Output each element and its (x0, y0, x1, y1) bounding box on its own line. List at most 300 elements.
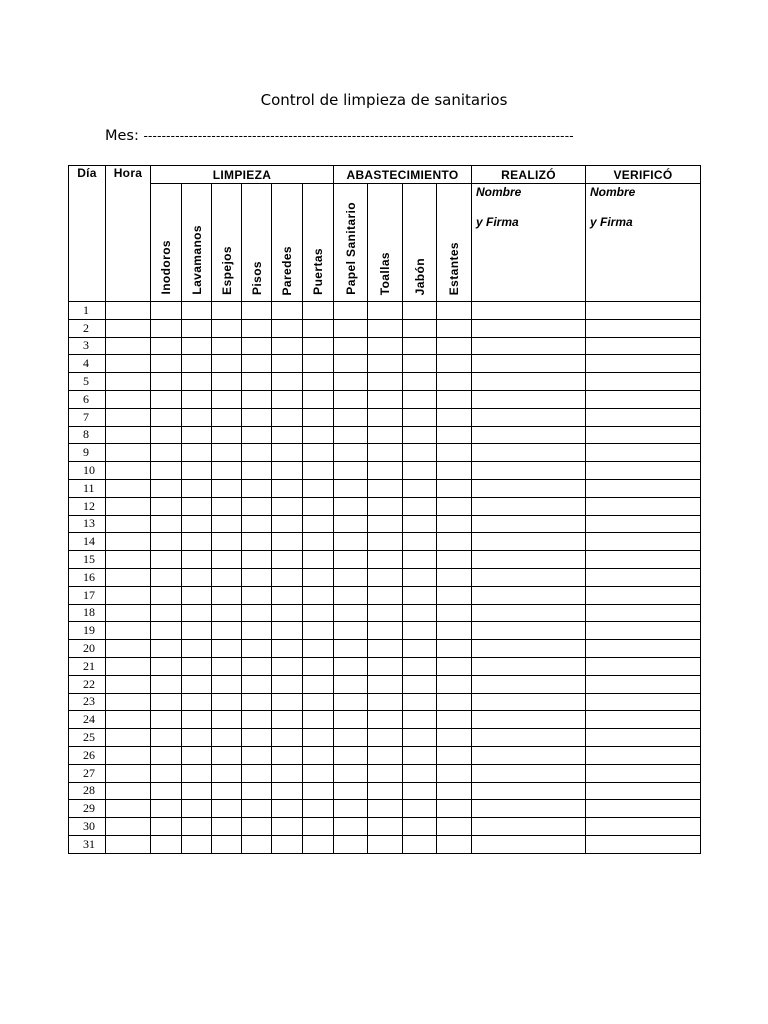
papel-sanitario-cell[interactable] (334, 800, 368, 818)
pisos-cell[interactable] (242, 497, 272, 515)
toallas-cell[interactable] (368, 426, 403, 444)
toallas-cell[interactable] (368, 711, 403, 729)
estantes-cell[interactable] (437, 818, 472, 836)
jabon-cell[interactable] (403, 604, 437, 622)
lavamanos-cell[interactable] (182, 782, 212, 800)
espejos-cell[interactable] (212, 800, 242, 818)
hora-cell[interactable] (106, 497, 151, 515)
inodoros-cell[interactable] (151, 444, 182, 462)
estantes-cell[interactable] (437, 551, 472, 569)
realizo-cell[interactable] (472, 515, 586, 533)
papel-sanitario-cell[interactable] (334, 355, 368, 373)
jabon-cell[interactable] (403, 675, 437, 693)
hora-cell[interactable] (106, 657, 151, 675)
espejos-cell[interactable] (212, 479, 242, 497)
paredes-cell[interactable] (272, 444, 303, 462)
puertas-cell[interactable] (303, 657, 334, 675)
estantes-cell[interactable] (437, 533, 472, 551)
espejos-cell[interactable] (212, 426, 242, 444)
puertas-cell[interactable] (303, 604, 334, 622)
month-field[interactable] (105, 128, 574, 144)
papel-sanitario-cell[interactable] (334, 551, 368, 569)
hora-cell[interactable] (106, 551, 151, 569)
inodoros-cell[interactable] (151, 746, 182, 764)
pisos-cell[interactable] (242, 711, 272, 729)
pisos-cell[interactable] (242, 337, 272, 355)
espejos-cell[interactable] (212, 711, 242, 729)
toallas-cell[interactable] (368, 551, 403, 569)
inodoros-cell[interactable] (151, 462, 182, 480)
inodoros-cell[interactable] (151, 568, 182, 586)
paredes-cell[interactable] (272, 426, 303, 444)
papel-sanitario-cell[interactable] (334, 604, 368, 622)
paredes-cell[interactable] (272, 800, 303, 818)
espejos-cell[interactable] (212, 462, 242, 480)
hora-cell[interactable] (106, 408, 151, 426)
jabon-cell[interactable] (403, 337, 437, 355)
inodoros-cell[interactable] (151, 835, 182, 853)
espejos-cell[interactable] (212, 497, 242, 515)
pisos-cell[interactable] (242, 586, 272, 604)
verifico-cell[interactable] (586, 533, 701, 551)
verifico-cell[interactable] (586, 444, 701, 462)
hora-cell[interactable] (106, 479, 151, 497)
realizo-cell[interactable] (472, 675, 586, 693)
papel-sanitario-cell[interactable] (334, 497, 368, 515)
toallas-cell[interactable] (368, 693, 403, 711)
estantes-cell[interactable] (437, 675, 472, 693)
espejos-cell[interactable] (212, 337, 242, 355)
espejos-cell[interactable] (212, 782, 242, 800)
pisos-cell[interactable] (242, 622, 272, 640)
estantes-cell[interactable] (437, 657, 472, 675)
pisos-cell[interactable] (242, 604, 272, 622)
lavamanos-cell[interactable] (182, 479, 212, 497)
toallas-cell[interactable] (368, 533, 403, 551)
paredes-cell[interactable] (272, 586, 303, 604)
paredes-cell[interactable] (272, 640, 303, 658)
papel-sanitario-cell[interactable] (334, 533, 368, 551)
paredes-cell[interactable] (272, 835, 303, 853)
puertas-cell[interactable] (303, 835, 334, 853)
inodoros-cell[interactable] (151, 640, 182, 658)
verifico-cell[interactable] (586, 426, 701, 444)
pisos-cell[interactable] (242, 568, 272, 586)
hora-cell[interactable] (106, 729, 151, 747)
pisos-cell[interactable] (242, 515, 272, 533)
puertas-cell[interactable] (303, 533, 334, 551)
jabon-cell[interactable] (403, 515, 437, 533)
hora-cell[interactable] (106, 818, 151, 836)
toallas-cell[interactable] (368, 622, 403, 640)
paredes-cell[interactable] (272, 302, 303, 320)
espejos-cell[interactable] (212, 533, 242, 551)
realizo-cell[interactable] (472, 657, 586, 675)
lavamanos-cell[interactable] (182, 640, 212, 658)
realizo-cell[interactable] (472, 408, 586, 426)
estantes-cell[interactable] (437, 479, 472, 497)
realizo-cell[interactable] (472, 479, 586, 497)
verifico-cell[interactable] (586, 302, 701, 320)
lavamanos-cell[interactable] (182, 462, 212, 480)
paredes-cell[interactable] (272, 355, 303, 373)
puertas-cell[interactable] (303, 782, 334, 800)
pisos-cell[interactable] (242, 444, 272, 462)
realizo-cell[interactable] (472, 533, 586, 551)
verifico-cell[interactable] (586, 604, 701, 622)
toallas-cell[interactable] (368, 604, 403, 622)
papel-sanitario-cell[interactable] (334, 319, 368, 337)
realizo-cell[interactable] (472, 693, 586, 711)
lavamanos-cell[interactable] (182, 764, 212, 782)
espejos-cell[interactable] (212, 657, 242, 675)
espejos-cell[interactable] (212, 444, 242, 462)
espejos-cell[interactable] (212, 515, 242, 533)
paredes-cell[interactable] (272, 746, 303, 764)
toallas-cell[interactable] (368, 479, 403, 497)
inodoros-cell[interactable] (151, 818, 182, 836)
lavamanos-cell[interactable] (182, 657, 212, 675)
puertas-cell[interactable] (303, 426, 334, 444)
lavamanos-cell[interactable] (182, 319, 212, 337)
puertas-cell[interactable] (303, 622, 334, 640)
estantes-cell[interactable] (437, 782, 472, 800)
toallas-cell[interactable] (368, 746, 403, 764)
papel-sanitario-cell[interactable] (334, 337, 368, 355)
verifico-cell[interactable] (586, 497, 701, 515)
espejos-cell[interactable] (212, 764, 242, 782)
estantes-cell[interactable] (437, 408, 472, 426)
jabon-cell[interactable] (403, 711, 437, 729)
verifico-cell[interactable] (586, 746, 701, 764)
jabon-cell[interactable] (403, 533, 437, 551)
espejos-cell[interactable] (212, 640, 242, 658)
espejos-cell[interactable] (212, 355, 242, 373)
lavamanos-cell[interactable] (182, 746, 212, 764)
papel-sanitario-cell[interactable] (334, 835, 368, 853)
hora-cell[interactable] (106, 568, 151, 586)
realizo-cell[interactable] (472, 640, 586, 658)
pisos-cell[interactable] (242, 782, 272, 800)
verifico-cell[interactable] (586, 462, 701, 480)
toallas-cell[interactable] (368, 497, 403, 515)
jabon-cell[interactable] (403, 568, 437, 586)
puertas-cell[interactable] (303, 551, 334, 569)
jabon-cell[interactable] (403, 746, 437, 764)
papel-sanitario-cell[interactable] (334, 764, 368, 782)
verifico-cell[interactable] (586, 657, 701, 675)
jabon-cell[interactable] (403, 800, 437, 818)
verifico-cell[interactable] (586, 711, 701, 729)
espejos-cell[interactable] (212, 835, 242, 853)
hora-cell[interactable] (106, 622, 151, 640)
lavamanos-cell[interactable] (182, 533, 212, 551)
paredes-cell[interactable] (272, 622, 303, 640)
lavamanos-cell[interactable] (182, 622, 212, 640)
papel-sanitario-cell[interactable] (334, 746, 368, 764)
puertas-cell[interactable] (303, 711, 334, 729)
pisos-cell[interactable] (242, 390, 272, 408)
estantes-cell[interactable] (437, 426, 472, 444)
puertas-cell[interactable] (303, 818, 334, 836)
inodoros-cell[interactable] (151, 782, 182, 800)
lavamanos-cell[interactable] (182, 729, 212, 747)
toallas-cell[interactable] (368, 462, 403, 480)
papel-sanitario-cell[interactable] (334, 729, 368, 747)
toallas-cell[interactable] (368, 568, 403, 586)
realizo-cell[interactable] (472, 319, 586, 337)
inodoros-cell[interactable] (151, 319, 182, 337)
lavamanos-cell[interactable] (182, 693, 212, 711)
hora-cell[interactable] (106, 319, 151, 337)
realizo-cell[interactable] (472, 746, 586, 764)
hora-cell[interactable] (106, 693, 151, 711)
toallas-cell[interactable] (368, 337, 403, 355)
jabon-cell[interactable] (403, 640, 437, 658)
verifico-cell[interactable] (586, 800, 701, 818)
papel-sanitario-cell[interactable] (334, 818, 368, 836)
papel-sanitario-cell[interactable] (334, 657, 368, 675)
estantes-cell[interactable] (437, 462, 472, 480)
jabon-cell[interactable] (403, 693, 437, 711)
hora-cell[interactable] (106, 533, 151, 551)
pisos-cell[interactable] (242, 408, 272, 426)
espejos-cell[interactable] (212, 693, 242, 711)
lavamanos-cell[interactable] (182, 604, 212, 622)
pisos-cell[interactable] (242, 533, 272, 551)
pisos-cell[interactable] (242, 800, 272, 818)
paredes-cell[interactable] (272, 657, 303, 675)
jabon-cell[interactable] (403, 818, 437, 836)
hora-cell[interactable] (106, 711, 151, 729)
toallas-cell[interactable] (368, 782, 403, 800)
papel-sanitario-cell[interactable] (334, 693, 368, 711)
inodoros-cell[interactable] (151, 390, 182, 408)
verifico-cell[interactable] (586, 729, 701, 747)
verifico-cell[interactable] (586, 640, 701, 658)
lavamanos-cell[interactable] (182, 818, 212, 836)
toallas-cell[interactable] (368, 818, 403, 836)
realizo-cell[interactable] (472, 586, 586, 604)
puertas-cell[interactable] (303, 462, 334, 480)
inodoros-cell[interactable] (151, 479, 182, 497)
papel-sanitario-cell[interactable] (334, 711, 368, 729)
paredes-cell[interactable] (272, 337, 303, 355)
hora-cell[interactable] (106, 337, 151, 355)
papel-sanitario-cell[interactable] (334, 640, 368, 658)
realizo-cell[interactable] (472, 711, 586, 729)
espejos-cell[interactable] (212, 568, 242, 586)
pisos-cell[interactable] (242, 319, 272, 337)
verifico-cell[interactable] (586, 390, 701, 408)
verifico-cell[interactable] (586, 515, 701, 533)
espejos-cell[interactable] (212, 319, 242, 337)
toallas-cell[interactable] (368, 640, 403, 658)
estantes-cell[interactable] (437, 568, 472, 586)
inodoros-cell[interactable] (151, 764, 182, 782)
paredes-cell[interactable] (272, 711, 303, 729)
lavamanos-cell[interactable] (182, 835, 212, 853)
paredes-cell[interactable] (272, 551, 303, 569)
jabon-cell[interactable] (403, 462, 437, 480)
papel-sanitario-cell[interactable] (334, 302, 368, 320)
puertas-cell[interactable] (303, 390, 334, 408)
hora-cell[interactable] (106, 800, 151, 818)
realizo-cell[interactable] (472, 764, 586, 782)
estantes-cell[interactable] (437, 800, 472, 818)
espejos-cell[interactable] (212, 390, 242, 408)
inodoros-cell[interactable] (151, 711, 182, 729)
hora-cell[interactable] (106, 355, 151, 373)
hora-cell[interactable] (106, 462, 151, 480)
papel-sanitario-cell[interactable] (334, 390, 368, 408)
jabon-cell[interactable] (403, 622, 437, 640)
puertas-cell[interactable] (303, 408, 334, 426)
verifico-cell[interactable] (586, 818, 701, 836)
papel-sanitario-cell[interactable] (334, 782, 368, 800)
pisos-cell[interactable] (242, 479, 272, 497)
pisos-cell[interactable] (242, 746, 272, 764)
jabon-cell[interactable] (403, 390, 437, 408)
verifico-cell[interactable] (586, 373, 701, 391)
estantes-cell[interactable] (437, 302, 472, 320)
estantes-cell[interactable] (437, 729, 472, 747)
inodoros-cell[interactable] (151, 586, 182, 604)
lavamanos-cell[interactable] (182, 390, 212, 408)
papel-sanitario-cell[interactable] (334, 622, 368, 640)
hora-cell[interactable] (106, 390, 151, 408)
papel-sanitario-cell[interactable] (334, 586, 368, 604)
inodoros-cell[interactable] (151, 657, 182, 675)
hora-cell[interactable] (106, 835, 151, 853)
paredes-cell[interactable] (272, 497, 303, 515)
puertas-cell[interactable] (303, 337, 334, 355)
puertas-cell[interactable] (303, 355, 334, 373)
estantes-cell[interactable] (437, 390, 472, 408)
espejos-cell[interactable] (212, 818, 242, 836)
estantes-cell[interactable] (437, 586, 472, 604)
inodoros-cell[interactable] (151, 373, 182, 391)
toallas-cell[interactable] (368, 800, 403, 818)
verifico-cell[interactable] (586, 693, 701, 711)
hora-cell[interactable] (106, 782, 151, 800)
hora-cell[interactable] (106, 675, 151, 693)
inodoros-cell[interactable] (151, 337, 182, 355)
hora-cell[interactable] (106, 426, 151, 444)
pisos-cell[interactable] (242, 835, 272, 853)
jabon-cell[interactable] (403, 444, 437, 462)
verifico-cell[interactable] (586, 319, 701, 337)
verifico-cell[interactable] (586, 586, 701, 604)
verifico-cell[interactable] (586, 568, 701, 586)
realizo-cell[interactable] (472, 551, 586, 569)
puertas-cell[interactable] (303, 586, 334, 604)
espejos-cell[interactable] (212, 746, 242, 764)
espejos-cell[interactable] (212, 729, 242, 747)
puertas-cell[interactable] (303, 302, 334, 320)
toallas-cell[interactable] (368, 586, 403, 604)
jabon-cell[interactable] (403, 551, 437, 569)
jabon-cell[interactable] (403, 355, 437, 373)
papel-sanitario-cell[interactable] (334, 568, 368, 586)
estantes-cell[interactable] (437, 515, 472, 533)
realizo-cell[interactable] (472, 604, 586, 622)
verifico-cell[interactable] (586, 408, 701, 426)
estantes-cell[interactable] (437, 497, 472, 515)
paredes-cell[interactable] (272, 390, 303, 408)
verifico-cell[interactable] (586, 835, 701, 853)
pisos-cell[interactable] (242, 426, 272, 444)
inodoros-cell[interactable] (151, 622, 182, 640)
jabon-cell[interactable] (403, 302, 437, 320)
toallas-cell[interactable] (368, 835, 403, 853)
realizo-cell[interactable] (472, 426, 586, 444)
realizo-cell[interactable] (472, 835, 586, 853)
espejos-cell[interactable] (212, 586, 242, 604)
realizo-cell[interactable] (472, 444, 586, 462)
hora-cell[interactable] (106, 373, 151, 391)
pisos-cell[interactable] (242, 818, 272, 836)
estantes-cell[interactable] (437, 319, 472, 337)
inodoros-cell[interactable] (151, 675, 182, 693)
verifico-cell[interactable] (586, 551, 701, 569)
estantes-cell[interactable] (437, 355, 472, 373)
puertas-cell[interactable] (303, 444, 334, 462)
paredes-cell[interactable] (272, 568, 303, 586)
realizo-cell[interactable] (472, 800, 586, 818)
puertas-cell[interactable] (303, 729, 334, 747)
lavamanos-cell[interactable] (182, 586, 212, 604)
paredes-cell[interactable] (272, 604, 303, 622)
lavamanos-cell[interactable] (182, 355, 212, 373)
puertas-cell[interactable] (303, 675, 334, 693)
inodoros-cell[interactable] (151, 355, 182, 373)
paredes-cell[interactable] (272, 373, 303, 391)
lavamanos-cell[interactable] (182, 497, 212, 515)
lavamanos-cell[interactable] (182, 426, 212, 444)
pisos-cell[interactable] (242, 640, 272, 658)
pisos-cell[interactable] (242, 657, 272, 675)
toallas-cell[interactable] (368, 408, 403, 426)
inodoros-cell[interactable] (151, 515, 182, 533)
estantes-cell[interactable] (437, 604, 472, 622)
paredes-cell[interactable] (272, 479, 303, 497)
papel-sanitario-cell[interactable] (334, 408, 368, 426)
inodoros-cell[interactable] (151, 533, 182, 551)
toallas-cell[interactable] (368, 764, 403, 782)
toallas-cell[interactable] (368, 355, 403, 373)
jabon-cell[interactable] (403, 782, 437, 800)
hora-cell[interactable] (106, 764, 151, 782)
estantes-cell[interactable] (437, 337, 472, 355)
espejos-cell[interactable] (212, 675, 242, 693)
puertas-cell[interactable] (303, 319, 334, 337)
realizo-cell[interactable] (472, 622, 586, 640)
hora-cell[interactable] (106, 604, 151, 622)
estantes-cell[interactable] (437, 640, 472, 658)
lavamanos-cell[interactable] (182, 515, 212, 533)
inodoros-cell[interactable] (151, 408, 182, 426)
papel-sanitario-cell[interactable] (334, 444, 368, 462)
realizo-cell[interactable] (472, 355, 586, 373)
jabon-cell[interactable] (403, 657, 437, 675)
paredes-cell[interactable] (272, 729, 303, 747)
inodoros-cell[interactable] (151, 693, 182, 711)
toallas-cell[interactable] (368, 444, 403, 462)
puertas-cell[interactable] (303, 746, 334, 764)
realizo-cell[interactable] (472, 729, 586, 747)
jabon-cell[interactable] (403, 426, 437, 444)
